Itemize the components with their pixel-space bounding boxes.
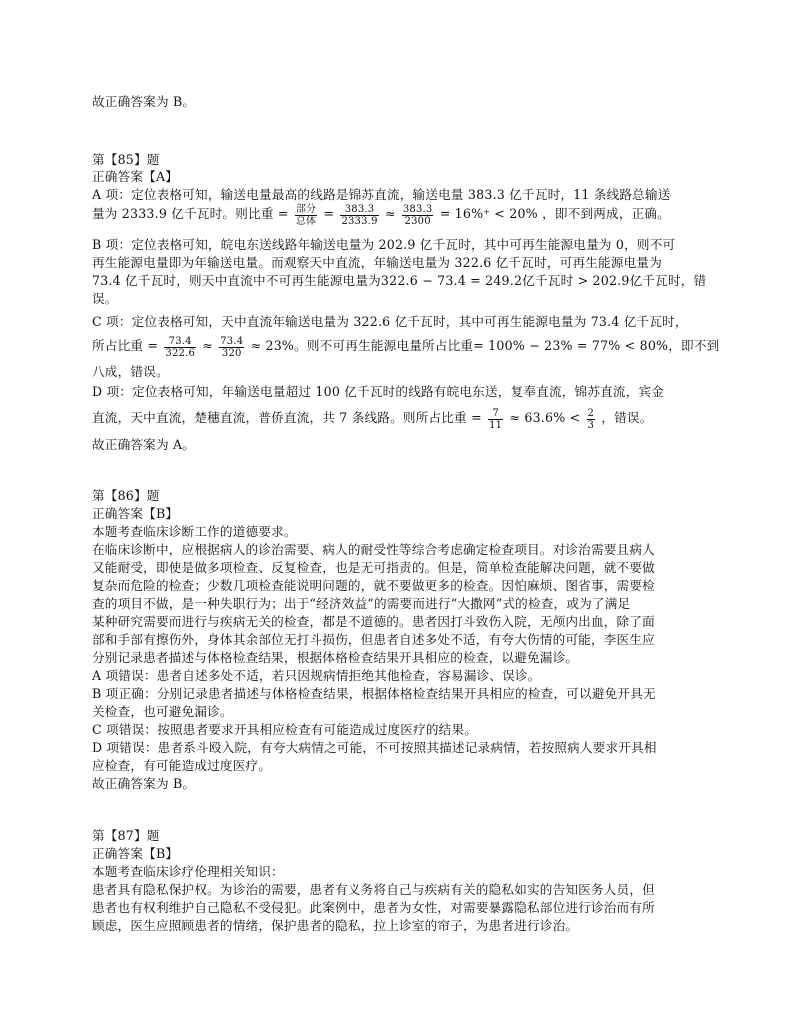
q86-line: 又能耐受，即使是做多项检查、反复检查，也是无可指责的。但是，简单检查能解决问题，就不要做: [92, 560, 655, 575]
q85-option-b-line3: 73.4 亿千瓦时，则天中直流中不可再生能源电量为322.6 − 73.4 = 249.2亿千瓦时 > 202.9亿千瓦时，错: [92, 273, 707, 288]
q86-answer: 正确答案【B】: [92, 506, 179, 521]
q85-answer: 正确答案【A】: [92, 169, 179, 184]
q86-option-d-line1: D 项错误：患者系斗殴入院，有夸大病情之可能，不可按照其描述记录病情，若按照病人要求开具相: [92, 740, 657, 755]
q85-a2-eq: =: [277, 206, 289, 221]
q85-a2-post: ，即不到两成，正确。: [542, 206, 671, 221]
q85-a2-fraction-2: $\frac{383.3}{2300}$: [402, 203, 433, 227]
q86-option-a: A 项错误：患者自述多处不适，若只因规病情拒绝其他检查，容易漏诊、误诊。: [92, 668, 541, 683]
q85-a2-result: = 16%⁺ < 20%: [439, 206, 538, 221]
q85-c2-expression: = 100% − 23% = 77% < 80%: [473, 338, 669, 353]
q85-option-c-line1: C 项：定位表格可知，天中直流年输送电量为 322.6 亿千瓦时，其中可再生能源电量为 73.4 亿千瓦时，: [92, 314, 688, 329]
q86-option-b-line1: B 项正确：分别记录患者描述与体格检查结果，根据体格检查结果开具相应的检查，可以避免开具无: [92, 686, 656, 701]
q85-conclusion: 故正确答案为 A。: [92, 437, 196, 452]
q86-option-c: C 项错误：按照患者要求开具相应检查有可能造成过度医疗的结果。: [92, 722, 478, 737]
q85-option-d-line2: 直流，天中直流，楚穗直流，普侨直流，共 7 条线路。则所占比重 = $\frac{7}{11}$ ≈ 63.6% < $\frac{2}{3}$ ，错误。: [92, 407, 653, 431]
q86-option-d-line2: 应检查，有可能造成过度医疗。: [92, 758, 272, 773]
q86-line: 本题考查临床诊断工作的道德要求。: [92, 524, 297, 539]
q86-line: 部和手部有擦伤外，身体其余部位无打斗损伤，但患者自述多处不适，有夸大伤情的可能，李医生应: [92, 632, 655, 647]
q85-title: 第【85】题: [92, 152, 160, 167]
q85-option-b-line4: 误。: [92, 291, 118, 306]
q86-conclusion: 故正确答案为 B。: [92, 776, 196, 791]
q86-title: 第【86】题: [92, 488, 160, 503]
q86-line: 在临床诊断中，应根据病人的诊治需要、病人的耐受性等综合考虑确定检查项目。对诊治需要且病人: [92, 542, 655, 557]
q85-d2-fraction-2: $\frac{2}{3}$: [587, 407, 595, 431]
q85-option-c-line3: 八成，错误。: [92, 364, 169, 379]
q87-line: 本题考查临床诊疗伦理相关知识：: [92, 864, 284, 879]
q85-a2-fraction-part-total: $\frac{\text{部分}}{\text{总体}}$: [295, 203, 317, 227]
q85-option-b-line1: B 项：定位表格可知，皖电东送线路年输送电量为 202.9 亿千瓦时，其中可再生能源电量为 0，则不可: [92, 237, 676, 252]
q85-option-c-line2: 所占比重 = $\frac{73.4}{322.6}$ ≈ $\frac{73.4}{320}$ ≈ 23%。则不可再生能源电量所占比重= 100% − 23% = 77% < 80%，即不到: [92, 335, 720, 359]
q87-line: 顾虑，医生应照顾患者的情绪，保护患者的隐私，拉上诊室的帘子，为患者进行诊治。: [92, 918, 579, 933]
q85-option-a-line2: 量为 2333.9 亿千瓦时。则比重 = $\frac{\text{部分}}{\text{总体}}$ = $\frac{383.3}{2333.9}$ ≈ $\frac{383.3}{2300}$ = 16%⁺ < 20% ，即不到两成，正确。: [92, 203, 671, 227]
q85-c2-fraction-1: $\frac{73.4}{322.6}$: [165, 335, 196, 359]
q85-a2-text: 量为 2333.9 亿千瓦时。则比重: [92, 206, 274, 221]
q85-option-d-line1: D 项：定位表格可知，年输送电量超过 100 亿千瓦时的线路有皖电东送，复奉直流，锦苏直流，宾金: [92, 384, 665, 399]
q87-line: 患者具有隐私保护权。为诊治的需要，患者有义务将自己与疾病有关的隐私如实的告知医务人员，但: [92, 882, 655, 897]
q87-title: 第【87】题: [92, 828, 160, 843]
q86-line: 某种研究需要而进行与疾病无关的检查，都是不道德的。患者因打斗致伤入院，无颅内出血，除了面: [92, 614, 655, 629]
q85-option-a-line1: A 项：定位表格可知，输送电量最高的线路是锦苏直流，输送电量 383.3 亿千瓦时，11 条线路总输送: [92, 187, 671, 202]
q86-line: 查的项目不做，是一种失职行为；出于“经济效益”的需要而进行“大撒网”式的检查，或为了满足: [92, 596, 631, 611]
q85-c2-fraction-2: $\frac{73.4}{320}$: [220, 335, 244, 359]
q85-b3-expression: 322.6 − 73.4 = 249.2亿千瓦时 > 202.9亿千瓦时: [380, 273, 681, 288]
q86-line: 复杂而危险的检查；少数几项检查能说明问题的，就不要做更多的检查。因怕麻烦、图省事，需要检: [92, 578, 655, 593]
q87-answer: 正确答案【B】: [92, 846, 179, 861]
q85-d2-fraction-1: $\frac{7}{11}$: [489, 407, 503, 431]
q85-option-b-line2: 再生能源电量即为年输送电量。而观察天中直流，年输送电量为 322.6 亿千瓦时，可再生能源电量为: [92, 255, 663, 270]
q86-option-b-line2: 关检查，也可避免漏诊。: [92, 704, 233, 719]
q85-a2-fraction-1: $\frac{383.3}{2333.9}$: [341, 203, 378, 227]
q86-line: 分别记录患者描述与体格检查结果，根据体格检查结果开具相应的检查，以避免漏诊。: [92, 650, 579, 665]
q87-line: 患者也有权利维护自己隐私不受侵犯。此案例中，患者为女性，对需要暴露隐私部位进行诊治而有所: [92, 900, 655, 915]
q84-conclusion: 故正确答案为 B。: [92, 94, 196, 109]
